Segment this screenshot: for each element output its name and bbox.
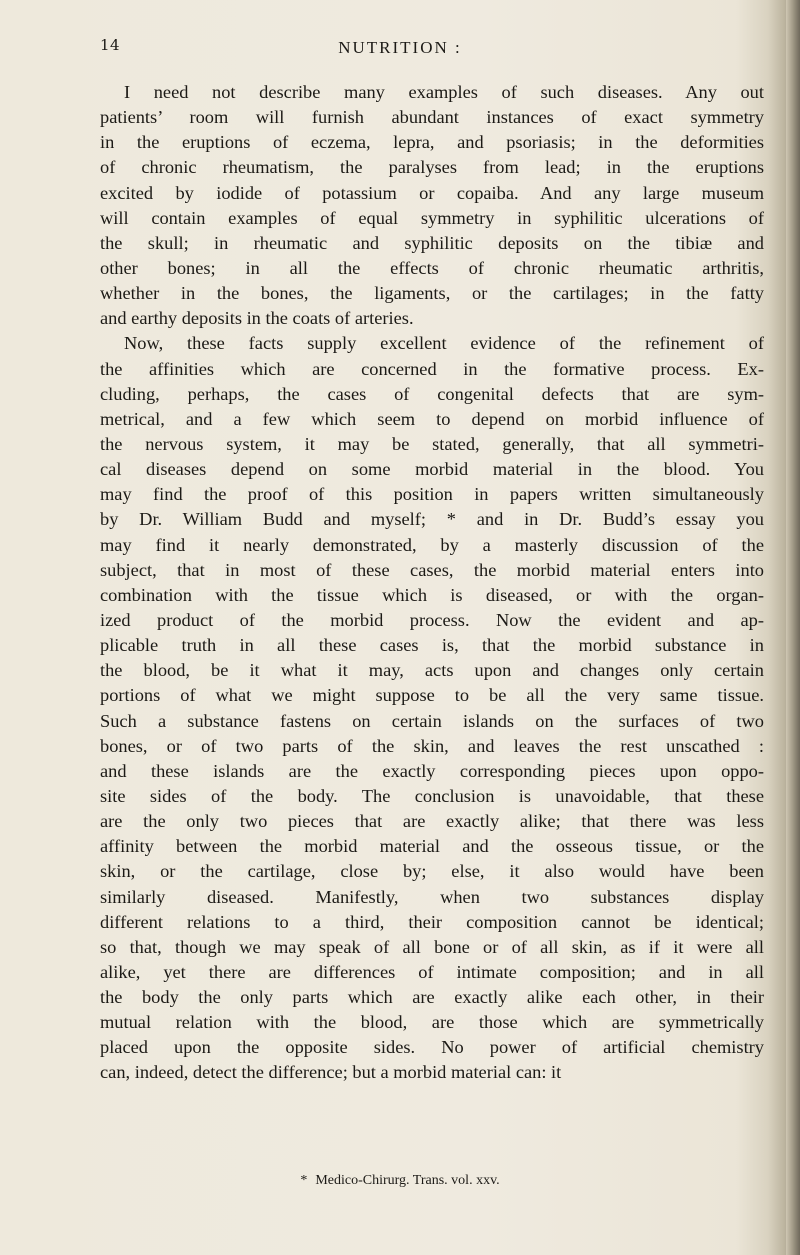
footnote-text: Medico-Chirurg. Trans. vol. xxv. xyxy=(315,1173,500,1188)
text-line: plicable truth in all these cases is, that the morbid substance in xyxy=(100,635,764,656)
text-line: whether in the bones, the ligaments, or the cartilages; in the fatty xyxy=(100,283,764,304)
text-line: the nervous system, it may be stated, generally, that all symmetri- xyxy=(100,433,764,454)
text-line: bones, or of two parts of the skin, and leaves the rest unscathed : xyxy=(100,735,764,756)
text-line: different relations to a third, their composition cannot be identical; xyxy=(100,911,764,932)
text-line: portions of what we might suppose to be all the very same tissue. xyxy=(100,685,764,706)
text-line: and these islands are the exactly corresponding pieces upon oppo- xyxy=(100,760,764,781)
text-line: Now, these facts supply excellent evidence of the refinement of xyxy=(124,333,764,354)
text-line: affinity between the morbid material and the osseous tissue, or the xyxy=(100,836,764,857)
footnote-marker: * xyxy=(300,1173,308,1188)
text-line: the body the only parts which are exactly alike each other, in their xyxy=(100,987,764,1008)
text-line: I need not describe many examples of such diseases. Any out xyxy=(124,82,764,102)
text-line: excited by iodide of potassium or copaiba. And any large museum xyxy=(100,182,764,203)
text-line: metrical, and a few which seem to depend on morbid influence of xyxy=(100,408,764,429)
text-line: the blood, be it what it may, acts upon and changes only certain xyxy=(100,660,764,681)
page-header xyxy=(0,36,800,66)
text-line: patients’ room will furnish abundant instances of exact symmetry xyxy=(100,107,764,128)
text-line: Such a substance fastens on certain islands on the surfaces of two xyxy=(100,710,764,731)
text-line: site sides of the body. The conclusion is unavoidable, that these xyxy=(100,785,764,806)
text-line: subject, that in most of these cases, the morbid material enters into xyxy=(100,559,764,580)
text-line: alike, yet there are differences of intimate composition; and in all xyxy=(100,961,764,982)
text-line: in the eruptions of eczema, lepra, and psoriasis; in the deformities xyxy=(100,132,764,153)
text-line: cluding, perhaps, the cases of congenital defects that are sym- xyxy=(100,383,764,404)
text-line: may find it nearly demonstrated, by a masterly discussion of the xyxy=(100,534,764,555)
text-line: cal diseases depend on some morbid material in the blood. You xyxy=(100,459,764,480)
text-line: ized product of the morbid process. Now the evident and ap- xyxy=(100,609,764,630)
text-line: by Dr. William Budd and myself; * and in Dr. Budd’s essay you xyxy=(100,509,764,530)
text-line: combination with the tissue which is diseased, or with the organ- xyxy=(100,584,764,605)
text-line: other bones; in all the effects of chronic rheumatic arthritis, xyxy=(100,257,764,278)
text-line: and earthy deposits in the coats of arteries. xyxy=(100,308,414,329)
text-line: the affinities which are concerned in the formative process. Ex- xyxy=(100,358,764,379)
page-edge-shadow xyxy=(786,0,800,1255)
page-number: 14 xyxy=(100,36,121,54)
text-line: so that, though we may speak of all bone or of all skin, as if it were all xyxy=(100,936,764,957)
text-line: similarly diseased. Manifestly, when two substances display xyxy=(100,886,764,907)
text-line: can, indeed, detect the difference; but a morbid material can: it xyxy=(100,1062,562,1083)
running-head: NUTRITION : xyxy=(338,38,462,57)
text-line: are the only two pieces that are exactly alike; that there was less xyxy=(100,811,764,832)
text-line: may find the proof of this position in papers written simultaneously xyxy=(100,484,764,505)
body-text xyxy=(100,80,764,1086)
footnote xyxy=(0,1173,800,1189)
text-line: skin, or the cartilage, close by; else, it also would have been xyxy=(100,861,764,882)
text-line: the skull; in rheumatic and syphilitic deposits on the tibiæ and xyxy=(100,232,764,253)
text-line: of chronic rheumatism, the paralyses from lead; in the eruptions xyxy=(100,157,764,178)
text-line: will contain examples of equal symmetry in syphilitic ulcerations of xyxy=(100,207,764,228)
text-line: mutual relation with the blood, are those which are symmetrically xyxy=(100,1012,764,1033)
text-line: placed upon the opposite sides. No power of artificial chemistry xyxy=(100,1037,764,1058)
